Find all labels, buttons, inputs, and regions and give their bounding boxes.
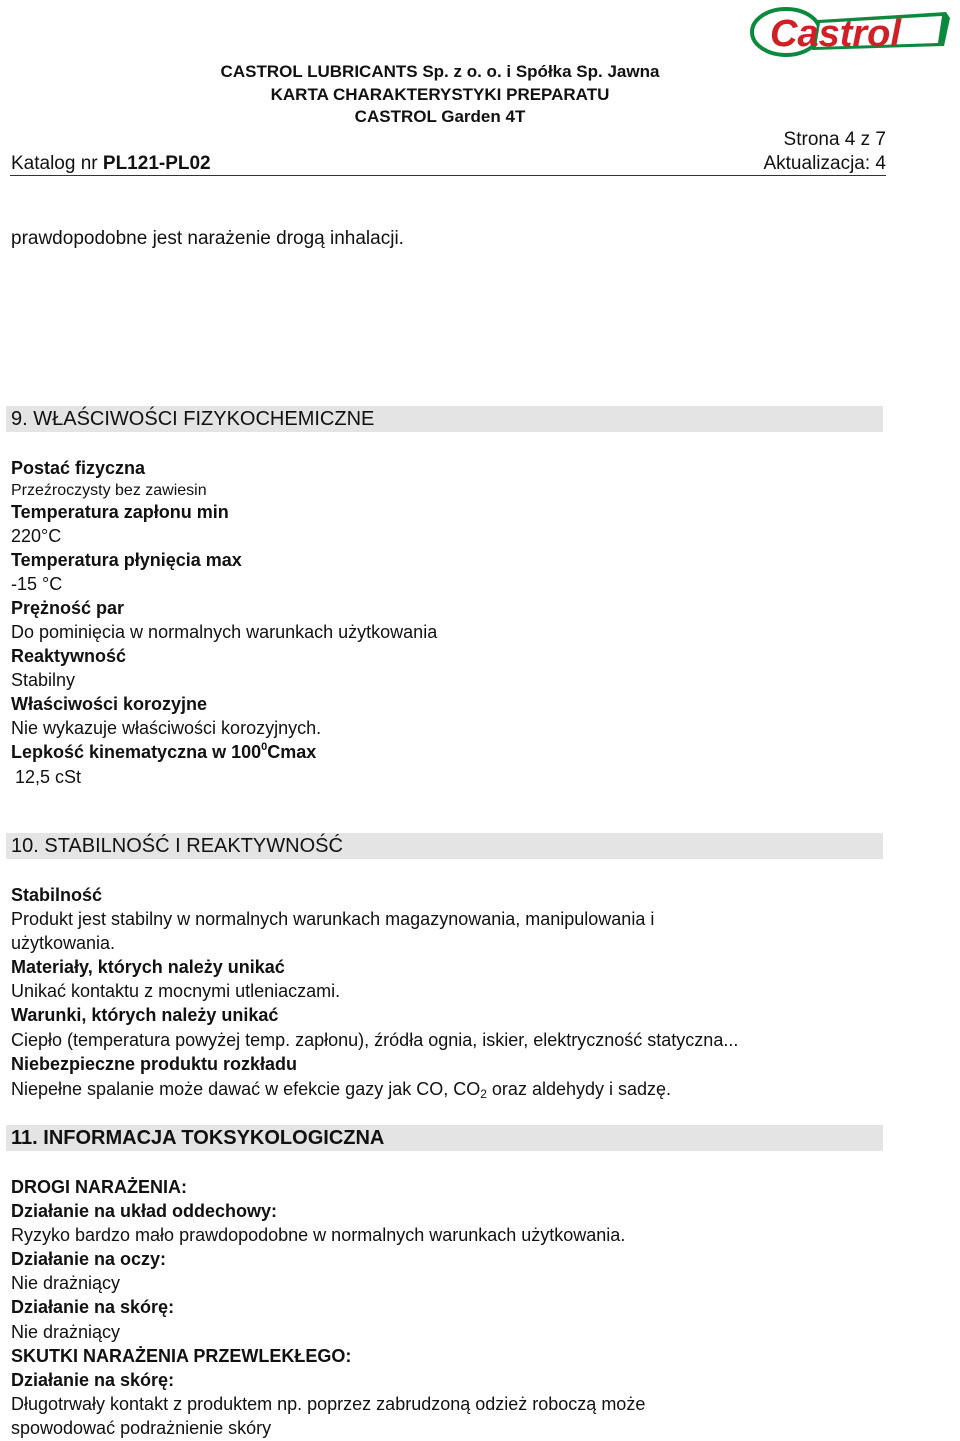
intro-text: prawdopodobne jest narażenie drogą inhalacji. xyxy=(11,228,404,249)
conditions-value: Ciepło (temperatura powyżej temp. zapłonu), źródła ognia, iskier, elektryczność statyczna... xyxy=(11,1030,739,1050)
logo-text: Castrol xyxy=(770,13,901,55)
vapour-pressure-label: Prężność par xyxy=(11,598,125,618)
stability-value-line1: Produkt jest stabilny w normalnych warunkach magazynowania, manipulowania i xyxy=(11,909,655,929)
castrol-logo xyxy=(748,4,954,58)
flash-point-value: 220°C xyxy=(11,526,62,546)
materials-value: Unikać kontaktu z mocnymi utleniaczami. xyxy=(11,981,341,1001)
section-9-heading: 9. WŁAŚCIWOŚCI FIZYKOCHEMICZNE xyxy=(6,406,883,432)
eyes-value: Nie drażniący xyxy=(11,1273,121,1293)
chronic-skin-label: Działanie na skórę: xyxy=(11,1370,175,1390)
pour-point-value: -15 °C xyxy=(11,574,63,594)
decomposition-label: Niebezpieczne produktu rozkładu xyxy=(11,1054,298,1074)
eyes-label: Działanie na oczy: xyxy=(11,1249,167,1269)
skin-label: Działanie na skórę: xyxy=(11,1297,175,1317)
pour-point-label: Temperatura płynięcia max xyxy=(11,550,242,570)
form-label: Postać fizyczna xyxy=(11,458,146,478)
stability-value-line2: użytkowania. xyxy=(11,933,116,953)
revision: Aktualizacja: 4 xyxy=(763,153,886,174)
form-value: Przeźroczysty bez zawiesin xyxy=(11,482,207,499)
corrosive-label: Właściwości korozyjne xyxy=(11,694,208,714)
respiratory-label: Działanie na układ oddechowy: xyxy=(11,1201,278,1221)
reactivity-value: Stabilny xyxy=(11,670,76,690)
section-11-heading: 11. INFORMACJA TOKSYKOLOGICZNA xyxy=(6,1125,883,1151)
chronic-label: SKUTKI NARAŻENIA PRZEWLEKŁEGO: xyxy=(11,1346,352,1366)
product-name: CASTROL Garden 4T xyxy=(354,107,526,126)
viscosity-label: Lepkość kinematyczna w $100^0Cmax$ xyxy=(11,741,317,762)
viscosity-value: 12,5 cSt xyxy=(15,767,82,787)
decomposition-value: Niepełne spalanie może dawać w efekcie gazy jak CO, $CO_2$ oraz aldehydy i sadzę. xyxy=(11,1079,672,1101)
document-type: KARTA CHARAKTERYSTYKI PREPARATU xyxy=(270,85,610,104)
stability-label: Stabilność xyxy=(11,885,103,905)
company-name: CASTROL LUBRICANTS Sp. z o. o. i Spółka Sp. Jawna xyxy=(220,62,660,81)
conditions-label: Warunki, których należy unikać xyxy=(11,1005,279,1025)
chronic-value-line2: spowodować podrażnienie skóry xyxy=(11,1418,272,1438)
vapour-pressure-value: Do pominięcia w normalnych warunkach użytkowania xyxy=(11,622,438,642)
routes-label: DROGI NARAŻENIA: xyxy=(11,1177,187,1197)
reactivity-label: Reaktywność xyxy=(11,646,127,666)
chronic-value-line1: Długotrwały kontakt z produktem np. poprzez zabrudzoną odzież roboczą może xyxy=(11,1394,646,1414)
page-number: Strona 4 z 7 xyxy=(783,129,886,150)
section-10-heading: 10. STABILNOŚĆ I REAKTYWNOŚĆ xyxy=(6,833,883,859)
respiratory-value: Ryzyko bardzo mało prawdopodobne w normalnych warunkach użytkowania. xyxy=(11,1225,626,1245)
materials-label: Materiały, których należy unikać xyxy=(11,957,285,977)
catalog-number: Katalog nr PL121-PL02 xyxy=(11,153,211,174)
skin-value: Nie drażniący xyxy=(11,1322,121,1342)
corrosive-value: Nie wykazuje właściwości korozyjnych. xyxy=(11,718,322,738)
header-rule xyxy=(10,175,886,176)
flash-point-label: Temperatura zapłonu min xyxy=(11,502,229,522)
